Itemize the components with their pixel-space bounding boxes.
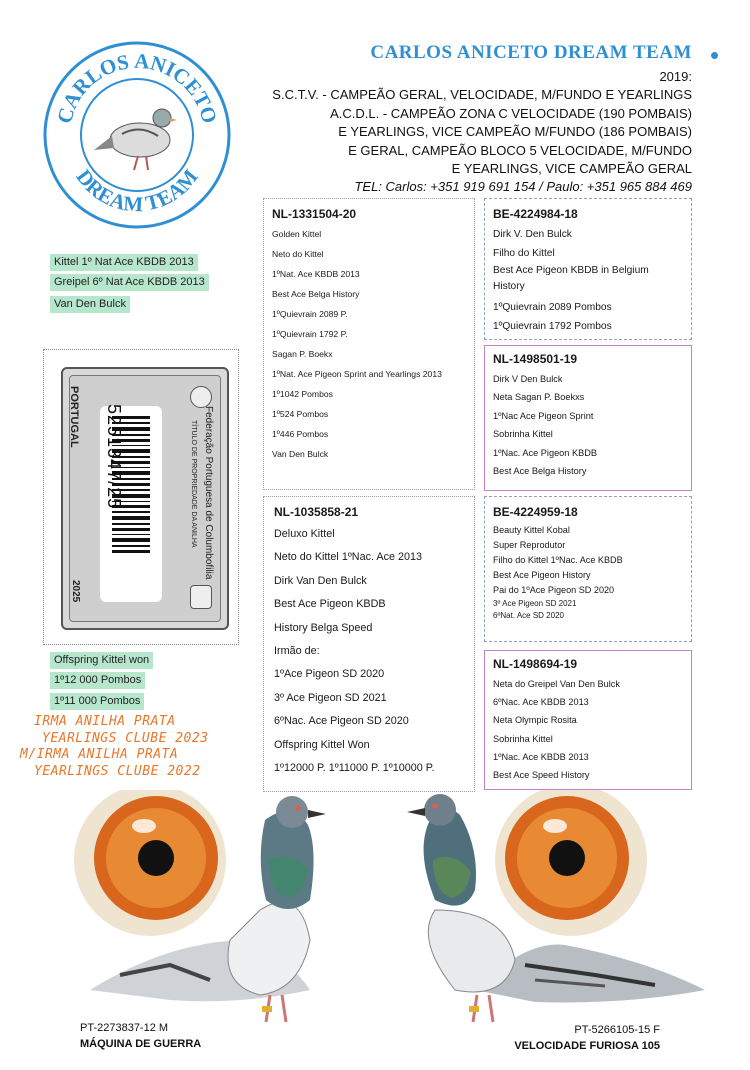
pedigree-line: Dirk V Den Bulck [493, 374, 563, 384]
pedigree-line: 3º Ace Pigeon SD 2021 [274, 691, 387, 704]
pedigree-box-be-4224984 [484, 198, 692, 340]
offspring-11000: 1º11 000 Pombos [50, 693, 144, 710]
pedigree-line: 1º12000 P. 1º11000 P. 1º10000 P. [274, 762, 435, 775]
dream-team-logo [42, 40, 232, 230]
pedigree-line: 1ºQuievrain 1792 Pombos [493, 321, 612, 332]
pedigree-line: 6ºNat. Ace SD 2020 [493, 611, 564, 621]
ring-number: NL-1498694-19 [493, 657, 578, 671]
header-line: S.C.T.V. - CAMPEÃO GERAL, VELOCIDADE, M/FUNDO E YEARLINGS [272, 87, 692, 103]
pedigree-line: 1ºQuievrain 2089 Pombos [493, 302, 612, 313]
pedigree-line: Pai do 1ºAce Pigeon SD 2020 [493, 585, 615, 595]
card-emblem-icon [190, 386, 212, 408]
pedigree-line: 1ºNac. Ace Pigeon KBDB [493, 447, 597, 458]
pedigree-line: Best Ace Pigeon KBDB [274, 598, 386, 611]
pedigree-line: Deluxo Kittel [274, 528, 335, 540]
pedigree-line: 3º Ace Pigeon SD 2021 [493, 599, 577, 608]
ring-number: BE-4224984-18 [493, 207, 578, 221]
pedigree-box-nl-1498694 [484, 650, 692, 790]
pedigree-line: History Belga Speed [274, 621, 373, 634]
header-line: E YEARLINGS, VICE CAMPEÃO M/FUNDO (186 POMBAIS) [338, 124, 692, 140]
logo-bottom-text: DREAM TEAM [71, 164, 203, 217]
pedigree-line: 1ºNat. Ace KBDB 2013 [272, 269, 360, 279]
pigeon-icon [94, 109, 177, 170]
pedigree-line: Sobrinha Kittel [493, 429, 553, 440]
pedigree-line: Best Ace Pigeon History [493, 570, 591, 580]
right-ring-caption: PT-5266105-15 F [574, 1024, 660, 1036]
pedigree-line: Dirk V. Den Bulck [493, 229, 572, 240]
pedigree-line: Best Ace Speed History [493, 770, 590, 781]
handwritten-notes [20, 714, 209, 780]
ring-number: NL-1331504-20 [272, 207, 357, 221]
pedigree-line: Neto do Kittel [272, 249, 324, 259]
header-line: E YEARLINGS, VICE CAMPEÃO GERAL [451, 161, 692, 177]
pedigree-box-nl-1498501 [484, 345, 692, 491]
pedigree-line: Beauty Kittel Kobal [493, 525, 570, 535]
pedigree-line: 6ºNac. Ace KBDB 2013 [493, 697, 589, 708]
pedigree-line: 1º524 Pombos [272, 409, 329, 419]
pedigree-line: Golden Kittel [272, 229, 322, 239]
header-line: A.C.D.L. - CAMPEÃO ZONA C VELOCIDADE (190 POMBAIS) [330, 105, 692, 121]
pedigree-line: 1ºQuievrain 1792 P. [272, 329, 348, 339]
pedigree-line: Dirk Van Den Bulck [274, 574, 367, 587]
pedigree-line: 1ºNac. Ace KBDB 2013 [493, 751, 589, 762]
pedigree-line: Irmão de: [274, 645, 320, 658]
pedigree-line: 1º1042 Pombos [272, 389, 333, 399]
pedigree-line: Neta Sagan P. Boekxs [493, 392, 585, 403]
pedigree-line: 1ºNat. Ace Pigeon Sprint and Yearlings 2013 [272, 369, 442, 379]
pedigree-line: 1º446 Pombos [272, 429, 329, 439]
pedigree-line: Best Ace Belga History [493, 466, 587, 477]
note-kittel: Kittel 1º Nat Ace KBDB 2013 [50, 254, 198, 271]
ring-number: BE-4224959-18 [493, 505, 578, 519]
handwriting-line: IRMA ANILHA PRATA [34, 714, 176, 729]
header-dot [711, 52, 718, 59]
handwriting-line: M/IRMA ANILHA PRATA [20, 747, 179, 763]
left-ring-caption: PT-2273837-12 M [80, 1022, 169, 1034]
right-name-caption: VELOCIDADE FURIOSA 105 [514, 1040, 660, 1052]
ring-number: NL-1035858-21 [274, 505, 359, 519]
header-achievements [272, 68, 692, 197]
offspring-title: Offspring Kittel won [50, 652, 153, 669]
pedigree-line: Sagan P. Boekx [272, 349, 333, 359]
left-name-caption: MÁQUINA DE GUERRA [80, 1038, 202, 1050]
pedigree-line: Neta Olympic Rosita [493, 715, 577, 726]
card-title: TÍTULO DE PROPRIEDADE DA ANILHA [190, 420, 197, 548]
svg-text:CARLOS ANICETO [52, 49, 222, 126]
header-telephone: TEL: Carlos: +351 919 691 154 / Paulo: +351 965 884 469 [354, 179, 692, 195]
right-eye-icon [495, 790, 647, 936]
pedigree-line: Neto do Kittel 1ºNac. Ace 2013 [274, 551, 422, 564]
pedigree-box-be-4224959 [484, 496, 692, 642]
card-inner [69, 375, 221, 622]
left-pigeon-illustration [60, 790, 440, 1030]
pedigree-line: Sobrinha Kittel [493, 733, 553, 744]
logo-top-text: CARLOS ANICETO [52, 48, 222, 126]
note-greipel: Greipel 6º Nat Ace KBDB 2013 [50, 274, 209, 291]
pedigree-line: Best Ace Belga History [272, 289, 360, 299]
header-line: E GERAL, CAMPEÃO BLOCO 5 VELOCIDADE, M/FUNDO [348, 142, 692, 158]
pedigree-line: 6ºNac. Ace Pigeon SD 2020 [274, 715, 409, 728]
pedigree-box-nl-1331504 [263, 198, 475, 490]
pedigree-line: 1ºAce Pigeon SD 2020 [274, 668, 385, 681]
pedigree-line: 1ºNac Ace Pigeon Sprint [493, 410, 594, 421]
note-van-den-bulck: Van Den Bulck [50, 296, 130, 313]
ring-serial-number: 5251347/25 [104, 404, 124, 510]
card-country: PORTUGAL [68, 386, 80, 448]
header-title: CARLOS ANICETO DREAM TEAM [370, 42, 692, 63]
handwriting-line: YEARLINGS CLUBE 2023 [42, 730, 209, 746]
pedigree-line: Filho do Kittel [493, 248, 555, 259]
handwriting-line: YEARLINGS CLUBE 2022 [34, 763, 201, 779]
pedigree-line: Filho do Kittel 1ºNac. Ace KBDB [493, 555, 623, 565]
header-year: 2019: [659, 69, 692, 84]
pedigree-line: Best Ace Pigeon KBDB in Belgium History [493, 265, 649, 292]
card-year: 2025 [70, 580, 81, 603]
pedigree-line: Super Reprodutor [493, 540, 566, 550]
ring-number: NL-1498501-19 [493, 352, 578, 366]
card-federation: Federação Portuguesa de Columbofilia [203, 406, 214, 580]
offspring-12000: 1º12 000 Pombos [50, 672, 145, 689]
pedigree-box-nl-1035858 [263, 496, 475, 792]
pedigree-line: Van Den Bulck [272, 449, 329, 459]
right-pigeon-illustration [395, 790, 750, 1030]
pedigree-line: 1ºQuievrain 2089 P. [272, 309, 348, 319]
left-eye-icon [74, 790, 226, 936]
pedigree-line: Offspring Kittel Won [274, 738, 370, 751]
pedigree-line: Neta do Greipel Van Den Bulck [493, 679, 620, 689]
card-emblem-bottom-icon [190, 585, 212, 609]
